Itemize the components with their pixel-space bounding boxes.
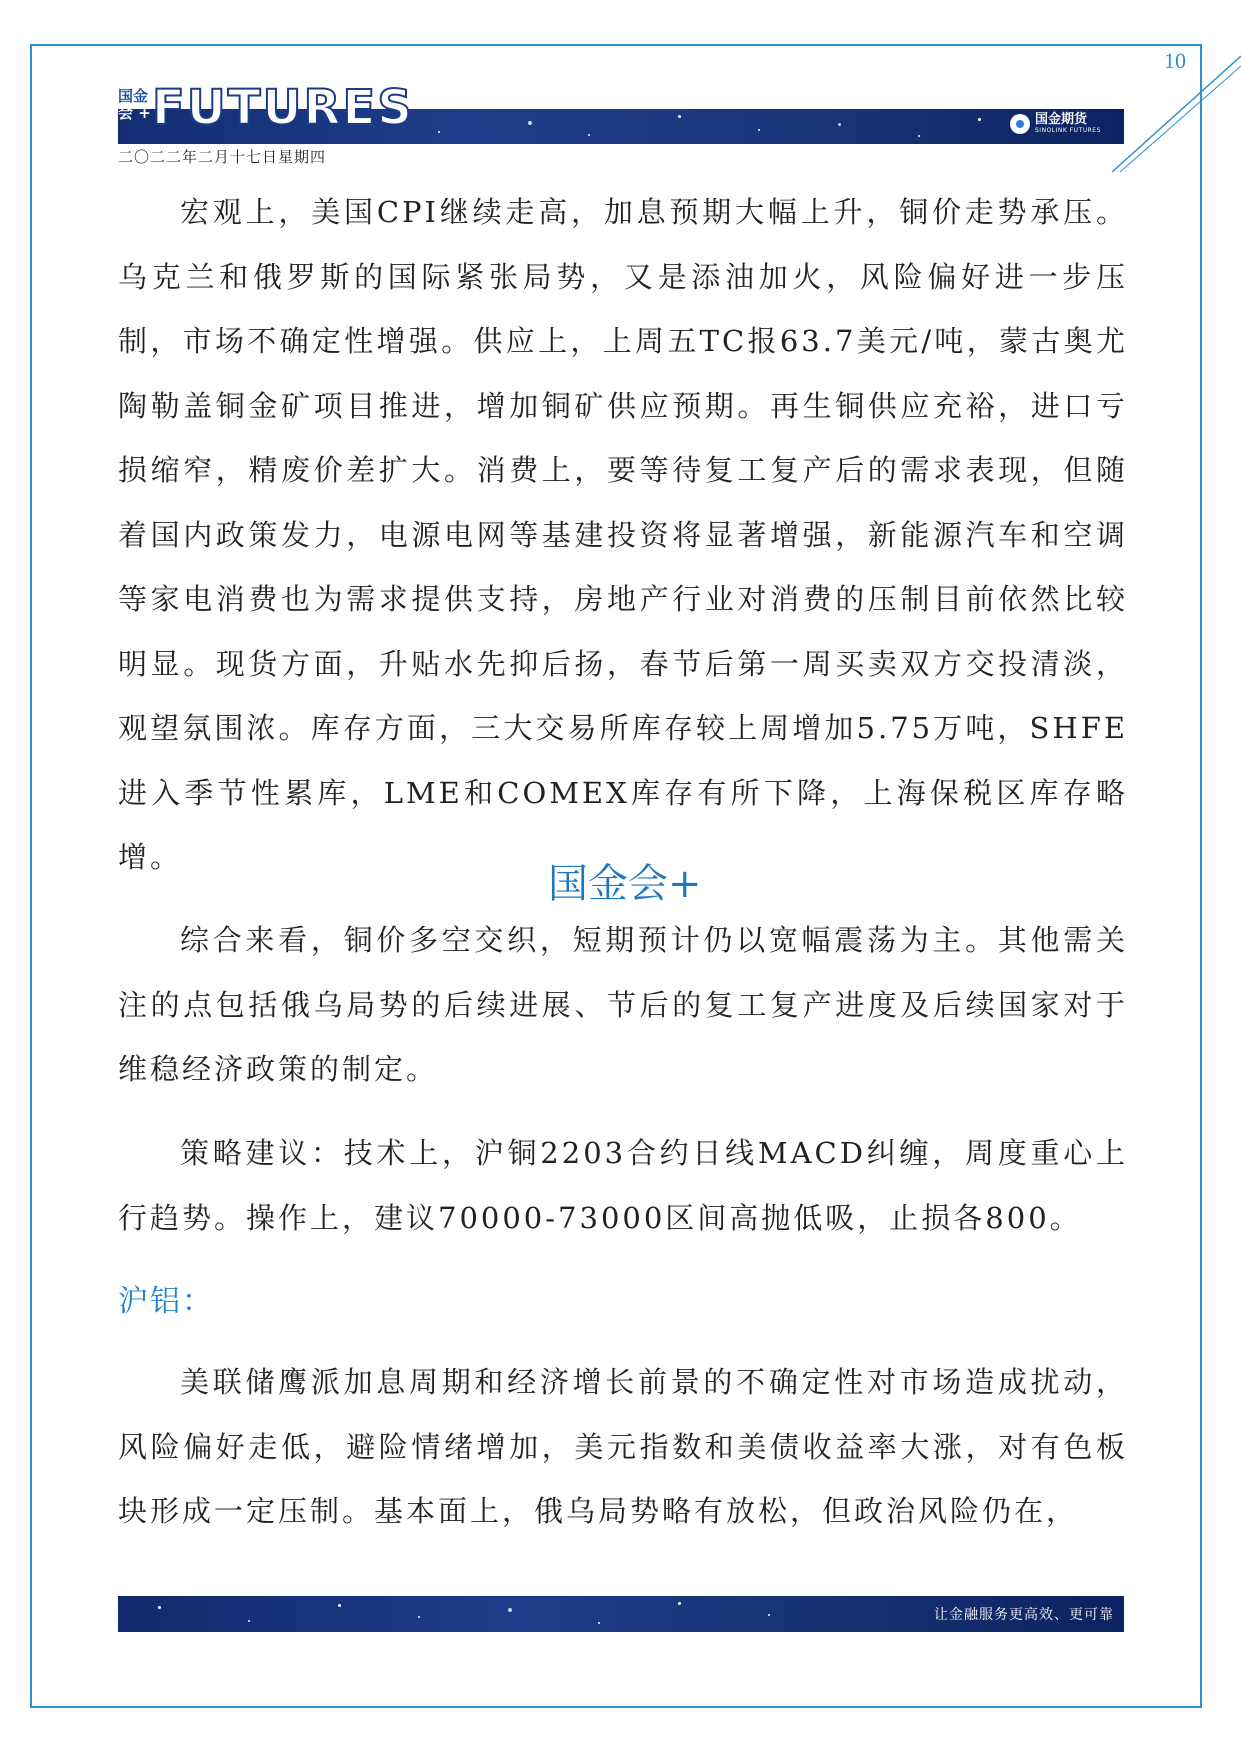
footer-band — [118, 1596, 1124, 1632]
paragraph-aluminum: 美联储鹰派加息周期和经济增长前景的不确定性对市场造成扰动，风险偏好走低，避险情绪增加，美元指数和美债收益率大涨，对有色板块形成一定压制。基本面上，俄乌局势略有放松，但政治风险仍在， — [118, 1365, 1128, 1528]
brand-name-en: SINOLINK FUTURES — [1035, 127, 1101, 134]
page-number: 10 — [1164, 48, 1186, 73]
report-date: 二〇二二年二月十七日星期四 — [118, 148, 327, 166]
brand-logo — [1010, 113, 1101, 135]
logo-small: 国金 会 + — [118, 87, 151, 122]
paragraph-macro: 宏观上，美国CPI继续走高，加息预期大幅上升，铜价走势承压。乌克兰和俄罗斯的国际紧张局势，又是添油加火，风险偏好进一步压制，市场不确定性增强。供应上，上周五TC报63.7美元/吨，蒙古奥尤陶勒盖铜金矿项目推进，增加铜矿供应预期。再生铜供应充裕，进口亏损缩窄，精废价差扩大。消费上，要等待复工复产后的需求表现，但随着国内政策发力，电源电网等基建投资将显著增强，新能源汽车和空调等家电消费也为需求提供支持，房地产行业对消费的压制目前依然比较明显。现货方面，升贴水先抑后扬，春节后第一周买卖双方交投清淡，观望氛围浓。库存方面，三大交易所库存较上周增加5.75万吨，SHFE进入季节性累库，LME和COMEX库存有所下降，上海保税区库存略增。 — [118, 195, 1128, 874]
futures-logo: FUTURES — [152, 80, 414, 136]
brand-mark-icon — [1010, 114, 1030, 134]
section-title-aluminum: 沪铝： — [118, 1284, 214, 1319]
watermark: 国金会+ — [548, 861, 702, 907]
paragraph-summary: 综合来看，铜价多空交织，短期预计仍以宽幅震荡为主。其他需关注的点包括俄乌局势的后续进展、节后的复工复产进度及后续国家对于维稳经济政策的制定。 — [118, 923, 1128, 1086]
corner-decoration — [1110, 44, 1241, 174]
footer-slogan: 让金融服务更高效、更可靠 — [934, 1607, 1114, 1623]
brand-name-cn: 国金期货 — [1035, 112, 1088, 127]
paragraph-strategy: 策略建议：技术上，沪铜2203合约日线MACD纠缠，周度重心上行趋势。操作上，建议70000-73000区间高抛低吸，止损各800。 — [118, 1136, 1128, 1235]
